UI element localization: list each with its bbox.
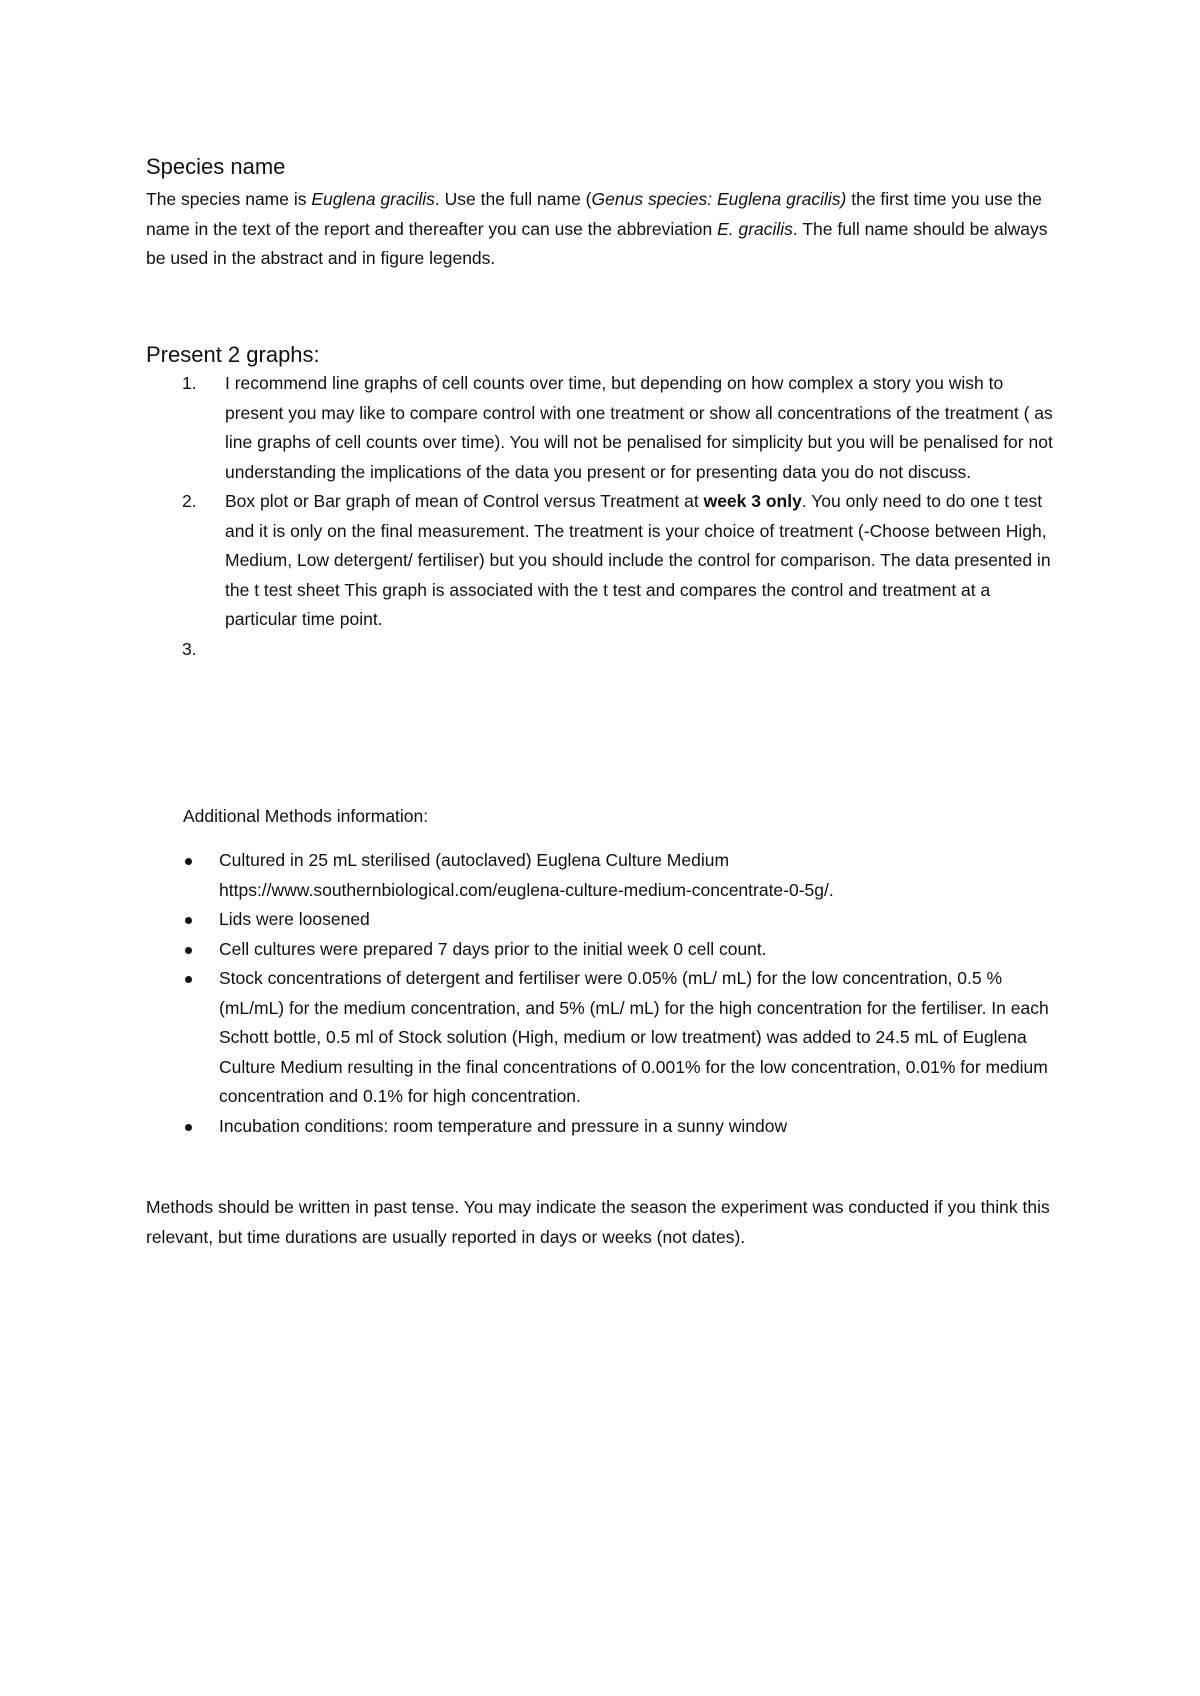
species-intro: The species name is (146, 189, 312, 209)
graphs-item-2-bold: week 3 only (703, 491, 802, 511)
methods-bullet-3-text: Cell cultures were prepared 7 days prior to the initial week 0 cell count. (219, 938, 767, 959)
methods-bullet-5-text: Incubation conditions: room temperature and pressure in a sunny window (219, 1115, 788, 1136)
graphs-heading: Present 2 graphs: (146, 342, 320, 367)
graphs-item-2-number: 2. (182, 491, 197, 511)
graphs-item-1-number: 1. (182, 373, 197, 393)
methods-bullet-4-text: Stock concentrations of detergent and fertiliser were 0.05% (mL/ mL) for the low concentration, 0.5 % (mL/mL) for the medium concentration, and 5% (mL/ mL) for the high concentration for the fertiliser. In each Schott bottle, 0.5 ml of Stock solution (High, medium or low treatment) was added to 24.5 mL of Euglena Culture Medium resulting in the final concentrations of 0.001% for the low concentration, 0.01% for medium concentration and 0.1% for high concentration. (219, 968, 1049, 1106)
graphs-item-3 (146, 635, 1066, 665)
species-closing: . The full name should be always be used in the abstract and in figure legends. (146, 218, 1048, 268)
bullet-icon (185, 917, 192, 924)
methods-bullet-3 (146, 935, 1066, 965)
bullet-icon (185, 947, 192, 954)
bullet-icon (185, 858, 192, 865)
species-heading: Species name (146, 154, 286, 179)
graphs-item-2-text-before: Box plot or Bar graph of mean of Control versus Treatment at (225, 491, 704, 511)
species-name-italic: Euglena gracilis (311, 189, 435, 209)
abbreviation-italic: E. gracilis (717, 218, 793, 239)
graphs-list (146, 369, 1066, 664)
methods-heading: Additional Methods information: (183, 806, 429, 826)
species-after-genus: the first time you use the name in the text of the report and thereafter you can use the abbreviation (146, 189, 1042, 239)
genus-species-italic: Genus species: Euglena gracilis) (591, 189, 847, 209)
graphs-item-1 (146, 369, 1066, 487)
graphs-item-1-text: I recommend line graphs of cell counts over time, but depending on how complex a story you wish to present you may like to compare control with one treatment or show all concentrations of the treatment ( as line graphs of cell counts over time). You will not be penalised for simplicity but you will be penalised for not understanding the implications of the data you present or for presenting data you do not discuss. (225, 373, 1053, 482)
methods-closing-paragraph (146, 1193, 1066, 1252)
graphs-item-3-number: 3. (182, 638, 197, 659)
methods-bullet-1 (146, 846, 1066, 905)
graphs-item-2-text-after: . You only need to do one t test and it is only on the final measurement. The treatment is your choice of treatment (-Choose between High, Medium, Low detergent/ fertiliser) but you should include the control for comparison. The data presented in the t test sheet This graph is associated with the t test and compares the control and treatment at a particular time point. (225, 491, 1051, 629)
graphs-item-2 (146, 487, 1066, 635)
bullet-icon (185, 976, 192, 983)
species-paragraph (146, 185, 1066, 274)
methods-bullet-5 (146, 1112, 1066, 1142)
methods-closing-text: Methods should be written in past tense. You may indicate the season the experiment was conducted if you think this relevant, but time durations are usually reported in days or weeks (not dates). (146, 1197, 1050, 1247)
methods-bullet-1-text: Cultured in 25 mL sterilised (autoclaved) Euglena Culture Medium https://www.southernbiological.com/euglena-culture-medium-concentrate-0-5g/. (219, 850, 834, 900)
species-after: . Use the full name ( (434, 189, 592, 209)
methods-bullet-2-text: Lids were loosened (219, 909, 370, 929)
methods-bullet-4 (146, 964, 1066, 1112)
methods-bullet-2 (146, 905, 1066, 935)
bullet-icon (185, 1124, 192, 1131)
methods-bullet-list (146, 846, 1066, 1141)
